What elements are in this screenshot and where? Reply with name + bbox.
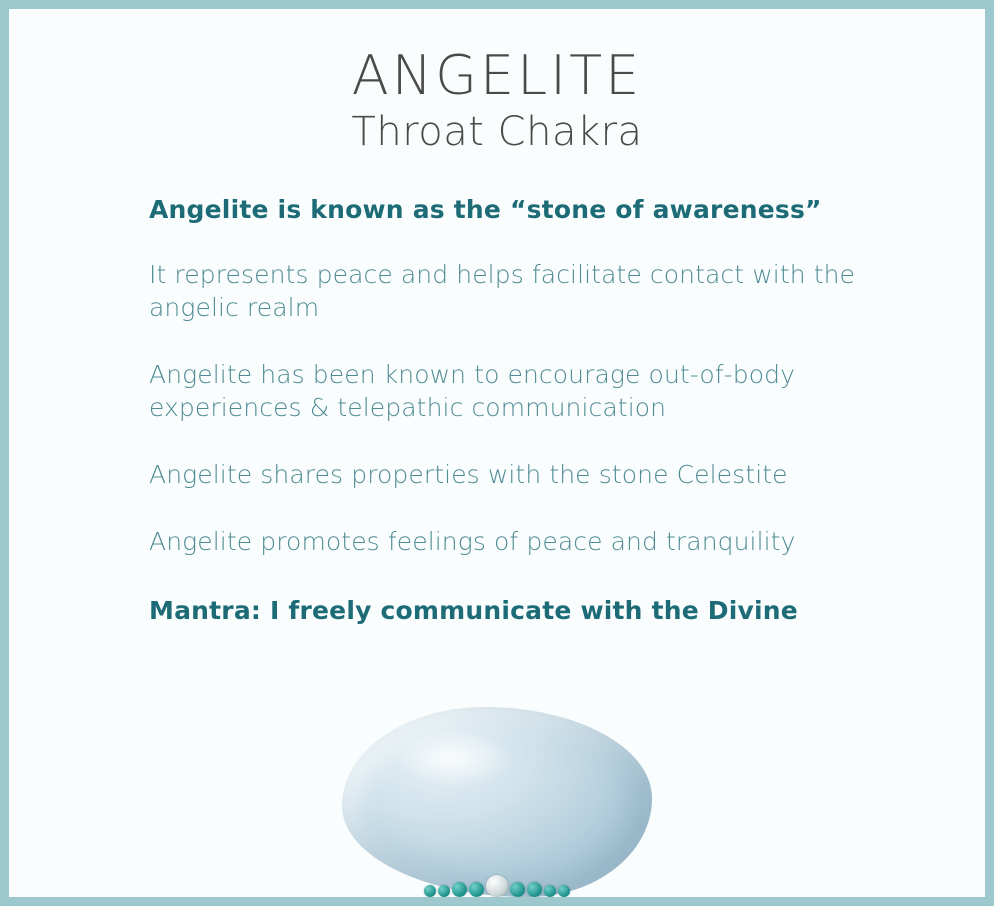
angelite-stone-image (342, 707, 652, 897)
lead-statement: Angelite is known as the “stone of awareness” (149, 195, 822, 225)
paragraph-1: It represents peace and helps facilitate contact with the angelic realm (149, 260, 856, 323)
paragraph-3: Angelite shares properties with the stone Celestite (149, 460, 788, 490)
bead (558, 885, 570, 897)
card-inner (9, 9, 985, 897)
content-block (9, 195, 985, 625)
bead (544, 885, 556, 897)
bead (510, 882, 525, 897)
stone-highlight (394, 729, 514, 787)
bead (527, 882, 542, 897)
bead (452, 882, 467, 897)
bead (438, 885, 450, 897)
paragraph-4: Angelite promotes feelings of peace and tranquility (149, 527, 796, 557)
pearl-bead (486, 875, 508, 897)
paragraph-2: Angelite has been known to encourage out-of-body experiences & telepathic communication (149, 360, 796, 423)
bead-row (424, 875, 570, 897)
stone-body-shape (342, 707, 652, 897)
mantra-text: Mantra: I freely communicate with the Divine (149, 596, 798, 626)
bead (424, 885, 436, 897)
stone-image-area (9, 697, 985, 897)
page-title: ANGELITE (351, 44, 643, 107)
header-block (9, 9, 985, 155)
bead (469, 882, 484, 897)
page-subtitle: Throat Chakra (351, 109, 643, 156)
